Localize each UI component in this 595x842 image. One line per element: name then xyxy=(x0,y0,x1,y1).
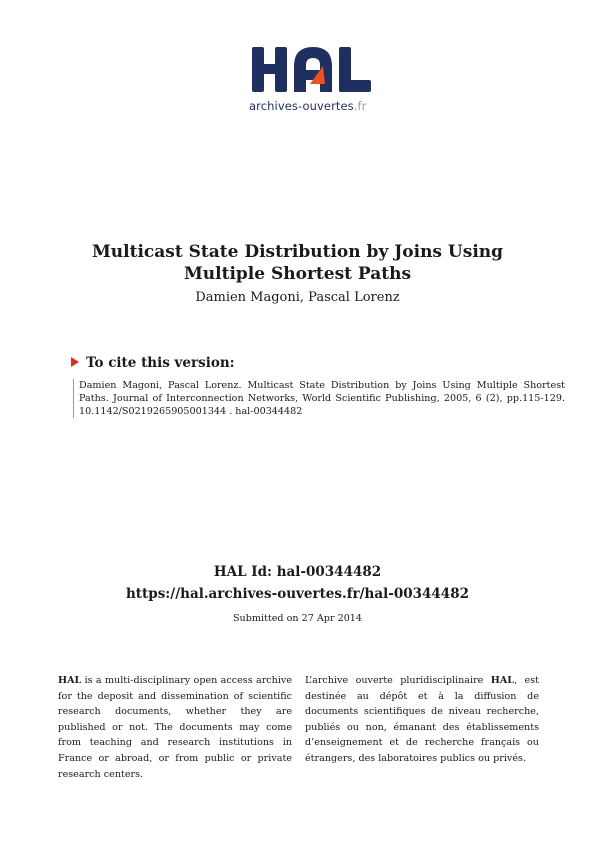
hal-id: HAL Id: hal-00344482 xyxy=(213,564,382,580)
disclaimer-fr-text: , est destinée au dépôt et à la diffusion de documents scientifiques de niveau recherche, publiés ou non, émanant des établissements d’enseignement et de recherche français ou étrangers, des laboratoires publics ou privés. xyxy=(305,675,539,764)
hal-logo xyxy=(249,44,375,116)
cite-heading xyxy=(71,355,235,371)
disclaimer-fr-start: L’archive ouverte pluridisciplinaire xyxy=(305,675,491,686)
citation-text: Damien Magoni, Pascal Lorenz. Multicast State Distribution by Joins Using Multiple Shortest Paths. Journal of Interconnection Networks, World Scientific Publishing, 2005, 6 (2), pp.115-129. 10.1142/S0219265905001344 . hal-00344482 xyxy=(73,379,565,418)
disclaimer-en-text: is a multi-disciplinary open access archive for the deposit and dissemination of scientific research documents, whether they are published or not. The documents may come from teaching and research institutions in France or abroad, or from public or private research centers. xyxy=(58,675,292,780)
triangle-bullet-icon xyxy=(71,357,79,367)
hal-logo-subtitle: archives-ouvertes.fr xyxy=(249,99,367,113)
hal-logo-letters xyxy=(249,44,375,96)
disclaimer-english xyxy=(58,673,292,782)
disclaimer-fr-bold: HAL xyxy=(490,675,515,686)
paper-authors: Damien Magoni, Pascal Lorenz xyxy=(195,290,400,305)
disclaimer-french xyxy=(305,673,539,767)
paper-title: Multicast State Distribution by Joins Using Multiple Shortest Paths xyxy=(91,242,504,284)
cite-heading-label: To cite this version: xyxy=(86,355,235,371)
hal-url-link[interactable]: https://hal.archives-ouvertes.fr/hal-00344482 xyxy=(125,586,469,602)
submission-date: Submitted on 27 Apr 2014 xyxy=(232,613,363,624)
disclaimer-en-bold: HAL xyxy=(58,675,82,686)
